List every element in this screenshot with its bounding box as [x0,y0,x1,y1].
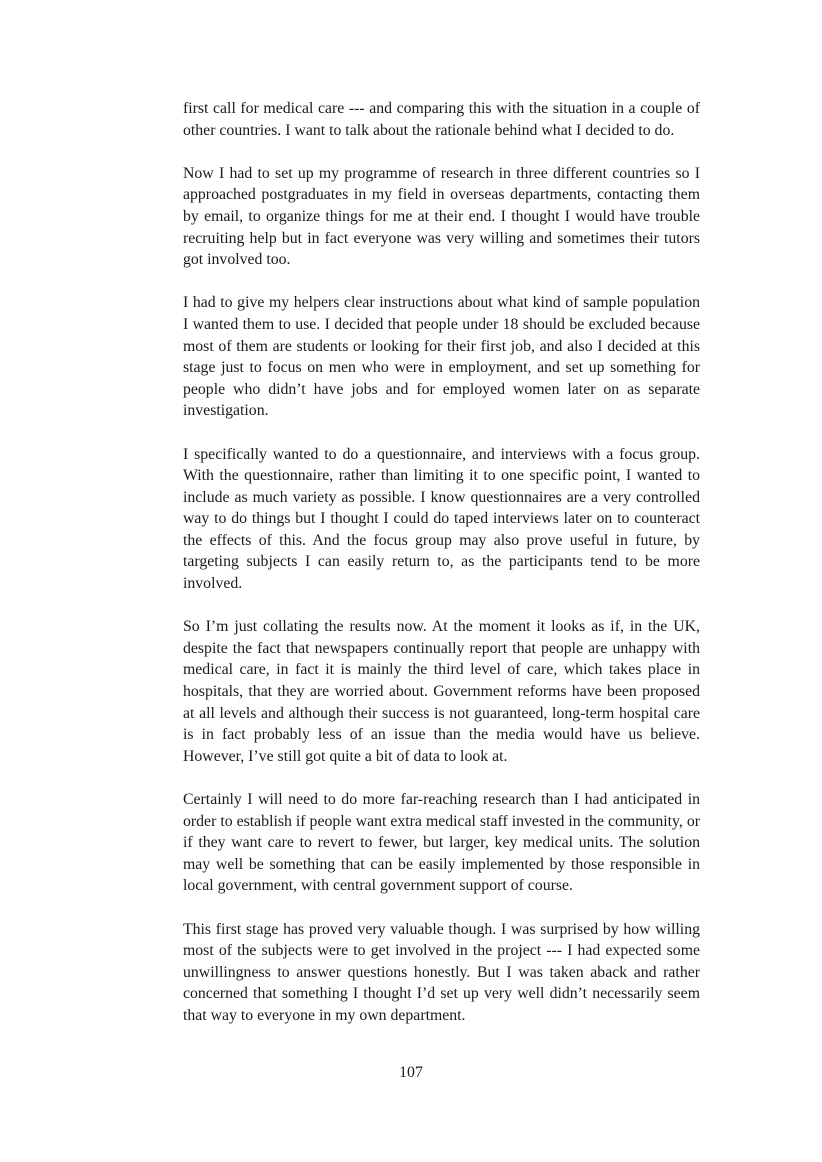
paragraph-5: So I’m just collating the results now. At the moment it looks as if, in the UK, despite the fact that newspapers continually report that people are unhappy with medical care, in fact it is mainly the third level of care, which takes place in hospitals, that they are worried about. Government reforms have been proposed at all levels and although their success is not guaranteed, long-term hospital care is in fact probably less of an issue than the media would have us believe. However, I’ve still got quite a bit of data to look at. [183,618,700,765]
paragraph-7: This first stage has proved very valuable though. I was surprised by how willing most of the subjects were to get involved in the project --- I had expected some unwillingness to answer questions honestly. But I was taken aback and rather concerned that something I thought I’d set up very well didn’t necessarily seem that way to everyone in my own department. [183,920,700,1024]
paragraph-3: I had to give my helpers clear instructions about what kind of sample population I wanted them to use. I decided that people under 18 should be excluded because most of them are students or looking for their first job, and also I decided at this stage just to focus on men who were in employment, and set up something for people who didn’t have jobs and for employed women later on as separate investigation. [183,294,700,420]
page-number: 107 [399,1064,423,1081]
paragraph-1: first call for medical care --- and comparing this with the situation in a couple of other countries. I want to talk about the rationale behind what I decided to do. [183,100,700,139]
paragraph-4: I specifically wanted to do a questionnaire, and interviews with a focus group. With the questionnaire, rather than limiting it to one specific point, I wanted to include as much variety as possible. I know questionnaires are a very controlled way to do things but I thought I could do taped interviews later on to counteract the effects of this. And the focus group may also prove useful in future, by targeting subjects I can easily return to, as the participants tend to be more involved. [183,445,700,593]
body-text [183,98,700,1048]
paragraph-2: Now I had to set up my programme of research in three different countries so I approached postgraduates in my field in overseas departments, contacting them by email, to organize things for me at their end. I thought I would have trouble recruiting help but in fact everyone was very willing and sometimes their tutors got involved too. [183,164,700,269]
paragraph-6: Certainly I will need to do more far-reaching research than I had anticipated in order to establish if people want extra medical staff invested in the community, or if they want care to revert to fewer, but larger, key medical units. The solution may well be something that can be easily implemented by those responsible in local government, with central government support of course. [183,791,700,895]
